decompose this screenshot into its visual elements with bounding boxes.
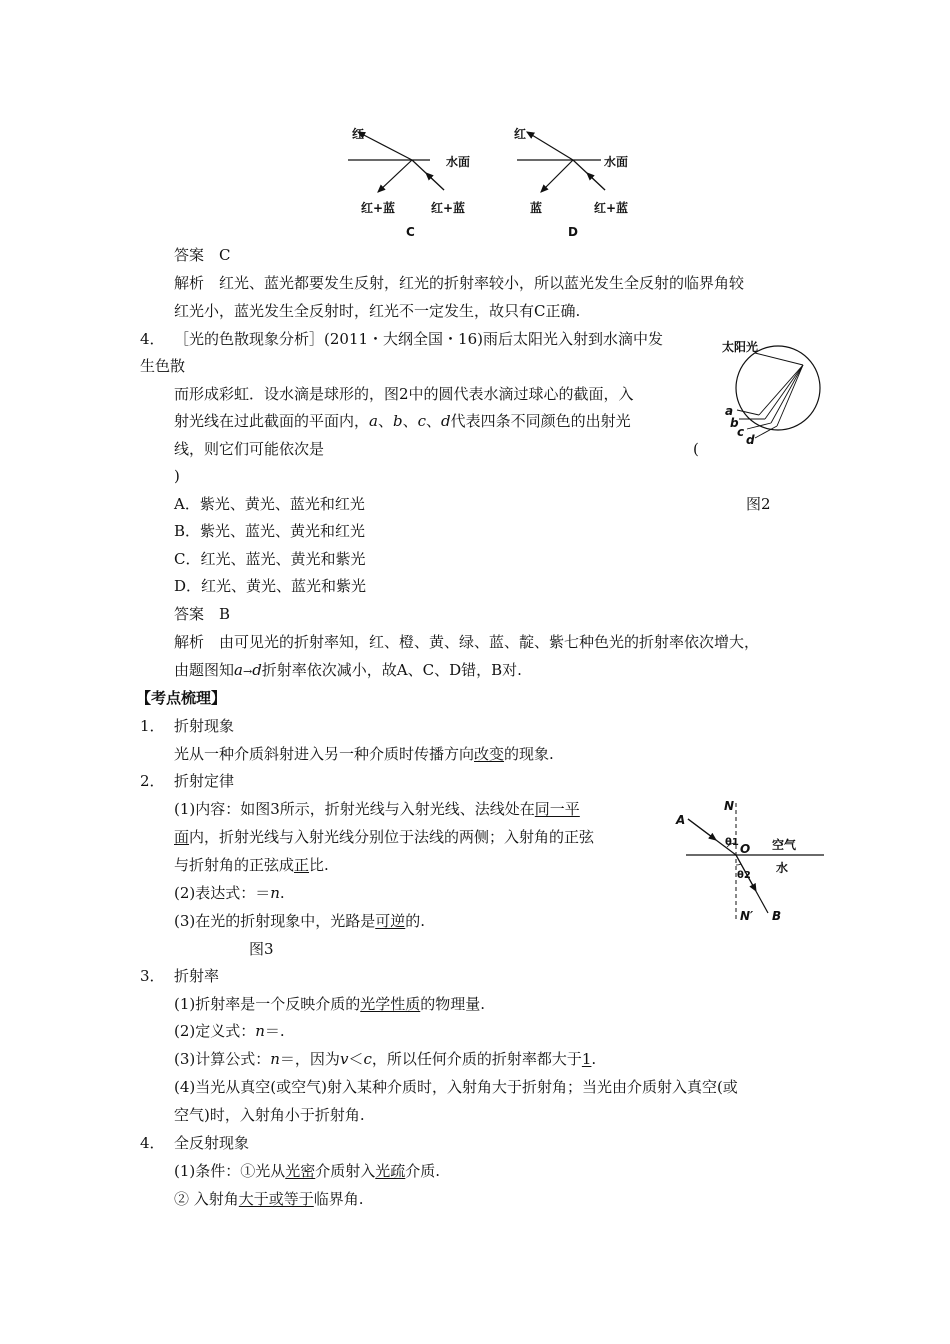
s1-body-b: 的现象.	[504, 745, 554, 763]
fig-c-letter: C	[406, 225, 415, 239]
s2-line4	[174, 883, 285, 903]
s2-l5u: 可逆	[375, 912, 406, 930]
section-heading: 【考点梳理】	[136, 689, 227, 707]
fig-d-label-water: 水面	[604, 155, 629, 169]
s1-number: 1．	[140, 717, 165, 735]
fig-c-label-rb1: 红+蓝	[361, 201, 396, 215]
s3-number: 3．	[140, 967, 165, 985]
s3-l3lt: ＜	[348, 1050, 364, 1068]
s3-l3n: n	[270, 1050, 280, 1068]
q4-paren-close: )	[174, 467, 180, 485]
fig3-label-Nprime: N′	[740, 909, 754, 923]
s3-l3d: ，所以任何介质的折射率都大于	[371, 1050, 582, 1068]
s3-line2	[174, 1021, 285, 1041]
s2-number: 2．	[140, 772, 165, 790]
s4-l2a: ② 入射角	[174, 1190, 239, 1208]
fig2-label-a: a	[725, 404, 734, 418]
sep: 、	[426, 412, 442, 430]
fig3-label-theta2: θ2	[737, 870, 751, 881]
q4-analysis-line2b: 折射率依次减小，故A、C、D错，B对.	[261, 661, 522, 679]
s2-line1	[174, 799, 580, 819]
s1-body	[174, 744, 554, 764]
fig-c-label-water: 水面	[446, 155, 471, 169]
fig2-label-sunlight: 太阳光	[722, 340, 759, 354]
fig-d-label-blue: 蓝	[530, 201, 543, 215]
s2-figure-caption: 图3	[249, 940, 274, 958]
q4-option-d: D．红光、黄光、蓝光和紫光	[174, 577, 367, 595]
s2-l5a: (3)在光的折射现象中，光路是	[174, 912, 376, 930]
fig-d-letter: D	[568, 225, 578, 239]
fig3-label-N: N	[724, 799, 735, 813]
s3-line1	[174, 994, 485, 1014]
s3-l1u: 光学性质	[360, 995, 421, 1013]
q4-paren-open: (	[693, 440, 699, 458]
s3-l3e: .	[591, 1050, 597, 1068]
q3-analysis-line2: 红光小，蓝光发生全反射时，红光不一定发生，故只有C正确.	[174, 302, 581, 320]
q4-stem-line4: 线，则它们可能依次是	[174, 440, 325, 458]
s3-line5: 空气)时，入射角小于折射角.	[174, 1106, 365, 1124]
fig-c-label-red: 红	[352, 127, 365, 141]
q4-option-c: C．红光、蓝光、黄光和紫光	[174, 550, 366, 568]
s4-line1	[174, 1161, 440, 1181]
s1-body-a: 光从一种介质斜射进入另一种介质时传播方向	[174, 745, 475, 763]
s3-l3b: ＝，因为	[279, 1050, 340, 1068]
q4-stem-line3a: 射光线在过此截面的平面内，	[174, 412, 370, 430]
s2-line3	[174, 855, 329, 875]
s2-l4n: n	[270, 884, 280, 902]
s3-line4: (4)当光从真空(或空气)射入某种介质时，入射角大于折射角；当光由介质射入真空(或	[174, 1078, 738, 1096]
s2-line5	[174, 911, 425, 931]
s2-l4b: .	[279, 884, 285, 902]
q4-option-a: A．紫光、黄光、蓝光和红光	[174, 495, 365, 513]
s3-line3	[174, 1049, 596, 1069]
fig-c-label-rb2: 红+蓝	[431, 201, 466, 215]
fig3-label-water: 水	[776, 861, 789, 875]
letter-b: b	[392, 412, 403, 430]
s2-l4a: (2)表达式：＝	[174, 884, 271, 902]
q4-answer: 答案 B	[174, 605, 231, 623]
s3-l3u: 1	[581, 1050, 592, 1068]
s3-l3c: c	[363, 1050, 372, 1068]
s4-l1u1: 光密	[285, 1162, 316, 1180]
q4-stem-line1: ［光的色散现象分析］(2011・大纲全国・16)雨后太阳光入射到水滴中发	[174, 330, 663, 348]
s3-l2a: (2)定义式：	[174, 1022, 256, 1040]
s2-l2b: 内，折射光线与入射光线分别位于法线的两侧；入射角的正弦	[189, 828, 595, 846]
letter-d: d	[252, 661, 262, 679]
s2-title: 折射定律	[174, 772, 235, 790]
q4-number: 4．	[140, 330, 165, 348]
s4-l1a: (1)条件：①光从	[174, 1162, 286, 1180]
s3-l2b: ＝.	[264, 1022, 285, 1040]
q3-answer: 答案 C	[174, 246, 231, 264]
fig2-label-d: d	[746, 433, 755, 447]
s2-l3u: 正	[294, 856, 310, 874]
s3-l1a: (1)折射率是一个反映介质的	[174, 995, 361, 1013]
letter-d: d	[441, 412, 451, 430]
s3-l1b: 的物理量.	[420, 995, 486, 1013]
q3-analysis-line1: 解析 红光、蓝光都要发生反射，红光的折射率较小，所以蓝光发生全反射的临界角较	[174, 274, 745, 292]
s2-l2u: 面	[174, 828, 190, 846]
s2-l1a: (1)内容：如图3所示，折射光线与入射光线、法线处在	[174, 800, 535, 818]
s3-l3a: (3)计算公式：	[174, 1050, 271, 1068]
s3-l2n: n	[255, 1022, 265, 1040]
s1-body-underline: 改变	[474, 745, 505, 763]
s4-title: 全反射现象	[174, 1134, 250, 1152]
q4-stem-line2: 而形成彩虹．设水滴是球形的，图2中的圆代表水滴过球心的截面，入	[174, 385, 634, 403]
s2-line2	[174, 827, 594, 847]
s4-l2u: 大于或等于	[238, 1190, 314, 1208]
fig3-label-theta1: θ1	[725, 837, 739, 848]
fig-d-label-red: 红	[514, 127, 527, 141]
s3-l3v: v	[339, 1050, 349, 1068]
sep: 、	[402, 412, 418, 430]
figure-3-refraction	[670, 795, 840, 930]
s4-l1u2: 光疏	[375, 1162, 406, 1180]
q4-analysis-line2a: 由题图知	[174, 661, 235, 679]
s2-l3a: 与折射角的正弦成	[174, 856, 295, 874]
q4-analysis-line1: 解析 由可见光的折射率知，红、橙、黄、绿、蓝、靛、紫七种色光的折射率依次增大，	[174, 633, 760, 651]
letter-a: a	[234, 661, 243, 679]
s2-l1u: 同一平	[534, 800, 580, 818]
fig3-label-B: B	[772, 909, 782, 923]
fig2-label-b: b	[730, 416, 739, 430]
s4-l1c: 介质.	[405, 1162, 441, 1180]
fig3-label-O: O	[740, 842, 751, 856]
arrow-icon: →	[242, 665, 253, 678]
s4-l1b: 介质射入	[315, 1162, 376, 1180]
s2-l3b: 比.	[309, 856, 329, 874]
s3-title: 折射率	[174, 967, 220, 985]
s4-l2b: 临界角.	[313, 1190, 364, 1208]
s4-line2	[174, 1189, 364, 1209]
fig-d-label-rb: 红+蓝	[594, 201, 629, 215]
q4-option-b: B．紫光、蓝光、黄光和红光	[174, 522, 366, 540]
fig3-label-air: 空气	[772, 838, 797, 852]
s1-title: 折射现象	[174, 717, 235, 735]
q4-analysis-line2	[174, 660, 522, 682]
fig2-label-c: c	[737, 425, 745, 439]
letter-a: a	[369, 412, 378, 430]
s4-number: 4．	[140, 1134, 165, 1152]
letter-c: c	[417, 412, 427, 430]
s2-l5b: 的.	[405, 912, 426, 930]
q4-stem-line3b: 代表四条不同颜色的出射光	[450, 412, 631, 430]
fig3-label-A: A	[676, 813, 686, 827]
q4-stem-line3	[174, 411, 631, 431]
q4-stem-line1b: 生色散	[140, 357, 186, 375]
q4-figure-caption: 图2	[746, 495, 771, 513]
sep: 、	[377, 412, 393, 430]
